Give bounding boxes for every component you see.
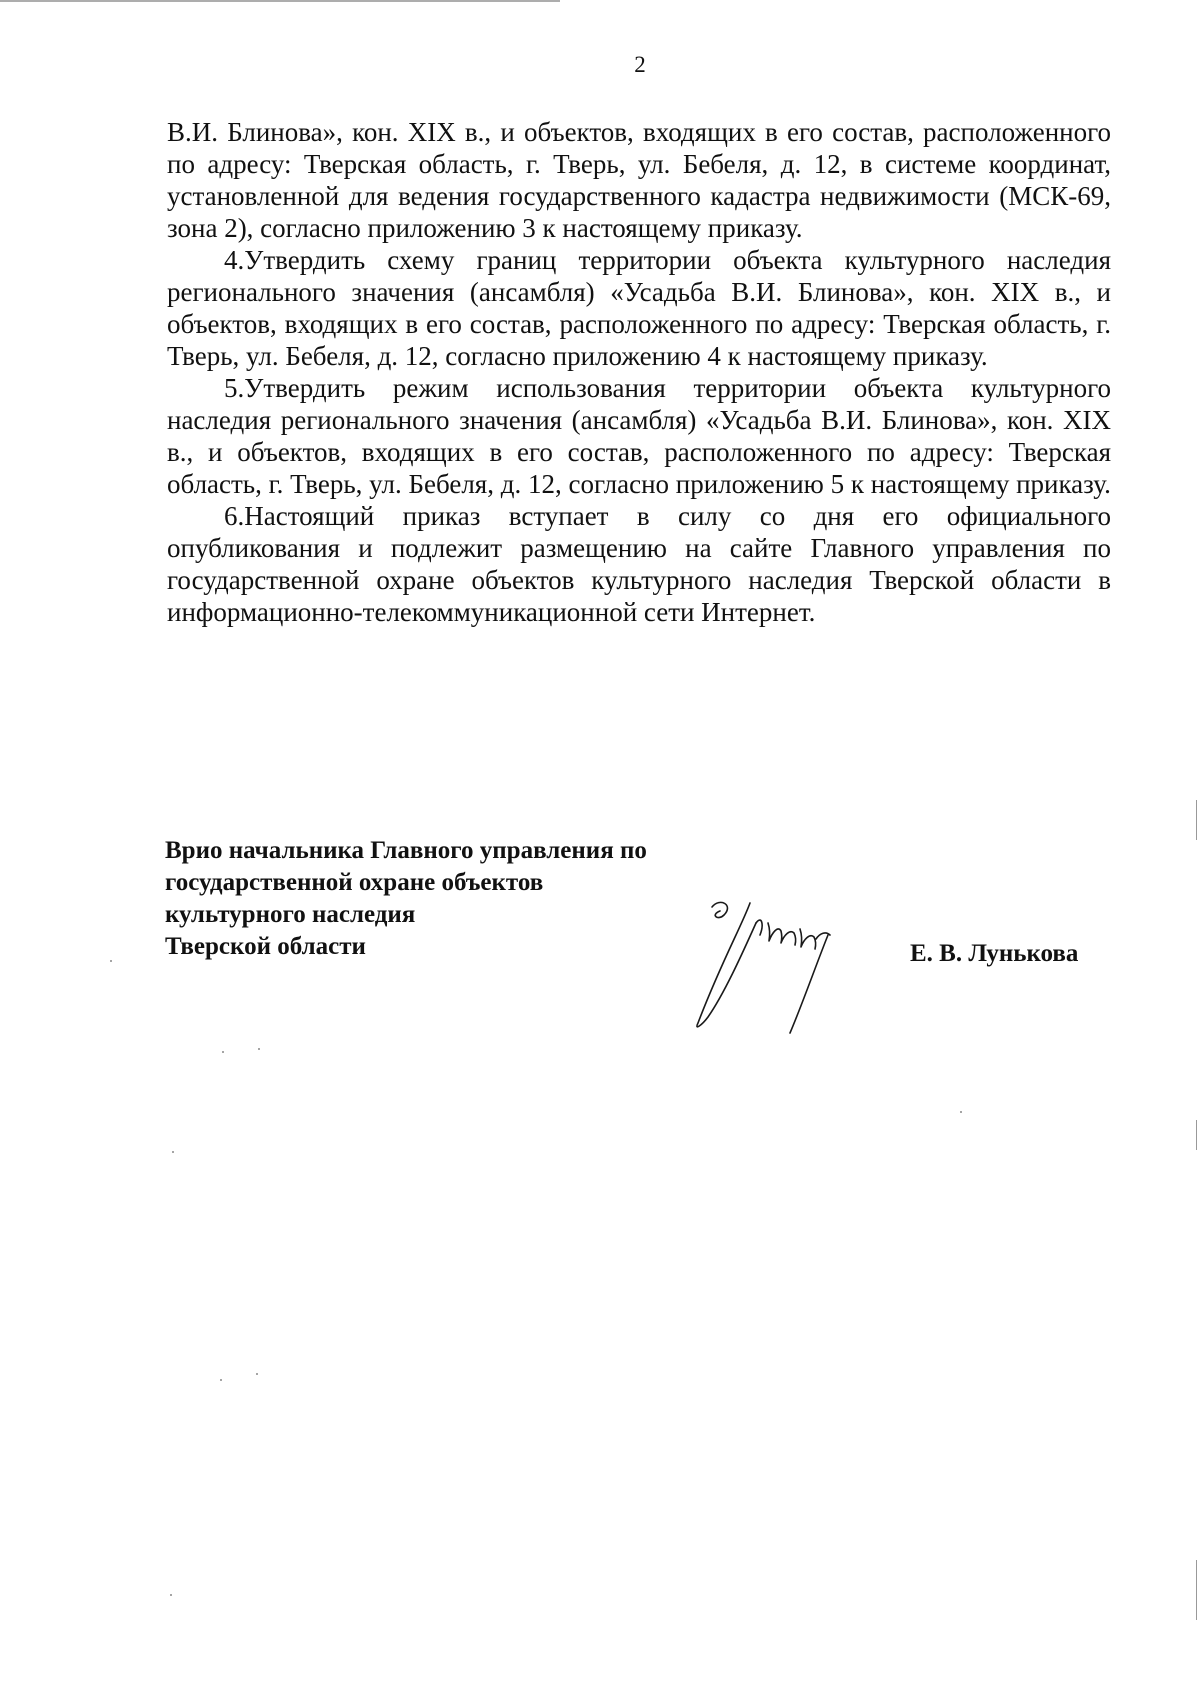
scan-speck xyxy=(960,1111,962,1113)
signer-name: Е. В. Лунькова xyxy=(910,940,1079,967)
handwritten-signature xyxy=(690,895,870,1035)
scan-edge xyxy=(1196,800,1197,840)
paragraph-item-6: 6.Настоящий приказ вступает в силу со дня его официального опубликования и подлежит размещению на сайте Главного управления по государственной охране объектов культурного наследия Тверской области в информационно-телекоммуникационной сети Интернет. xyxy=(167,501,1111,627)
position-line: культурного наследия xyxy=(165,901,416,928)
position-line: Врио начальника Главного управления по xyxy=(165,837,647,864)
scan-edge xyxy=(1196,1560,1197,1620)
position-line: Тверской области xyxy=(165,933,366,960)
scan-speck xyxy=(258,1048,260,1050)
signatory-position xyxy=(165,835,647,963)
scan-speck xyxy=(256,1373,258,1375)
paragraph-item-4: 4.Утвердить схему границ территории объекта культурного наследия регионального значения (ансамбля) «Усадьба В.И. Блинова», кон. XIX в., и объектов, входящих в его состав, расположенного по адресу: Тверская область, г. Тверь, ул. Бебеля, д. 12, согласно приложению 4 к настоящему приказу. xyxy=(167,245,1111,371)
scan-speck xyxy=(110,960,112,962)
scan-speck xyxy=(220,1379,222,1381)
paragraph-item-5: 5.Утвердить режим использования территории объекта культурного наследия регионального значения (ансамбля) «Усадьба В.И. Блинова», кон. XIX в., и объектов, входящих в его состав, расположенного по адресу: Тверская область, г. Тверь, ул. Бебеля, д. 12, согласно приложению 5 к настоящему приказу. xyxy=(167,373,1111,499)
position-line: государственной охране объектов xyxy=(165,869,544,896)
scan-edge xyxy=(0,0,560,2)
document-body xyxy=(167,116,1111,628)
page-number: 2 xyxy=(634,52,646,77)
scan-speck xyxy=(222,1051,224,1053)
scan-speck xyxy=(172,1151,174,1153)
paragraph-continuation: В.И. Блинова», кон. XIX в., и объектов, входящих в его состав, расположенного по адресу: Тверская область, г. Тверь, ул. Бебеля, д. 12, в системе координат, установленной для ведения государственного кадастра недвижимости (МСК-69, зона 2), согласно приложению 3 к настоящему приказу. xyxy=(167,117,1111,243)
scan-speck xyxy=(170,1594,172,1596)
scan-edge xyxy=(1196,1120,1197,1150)
